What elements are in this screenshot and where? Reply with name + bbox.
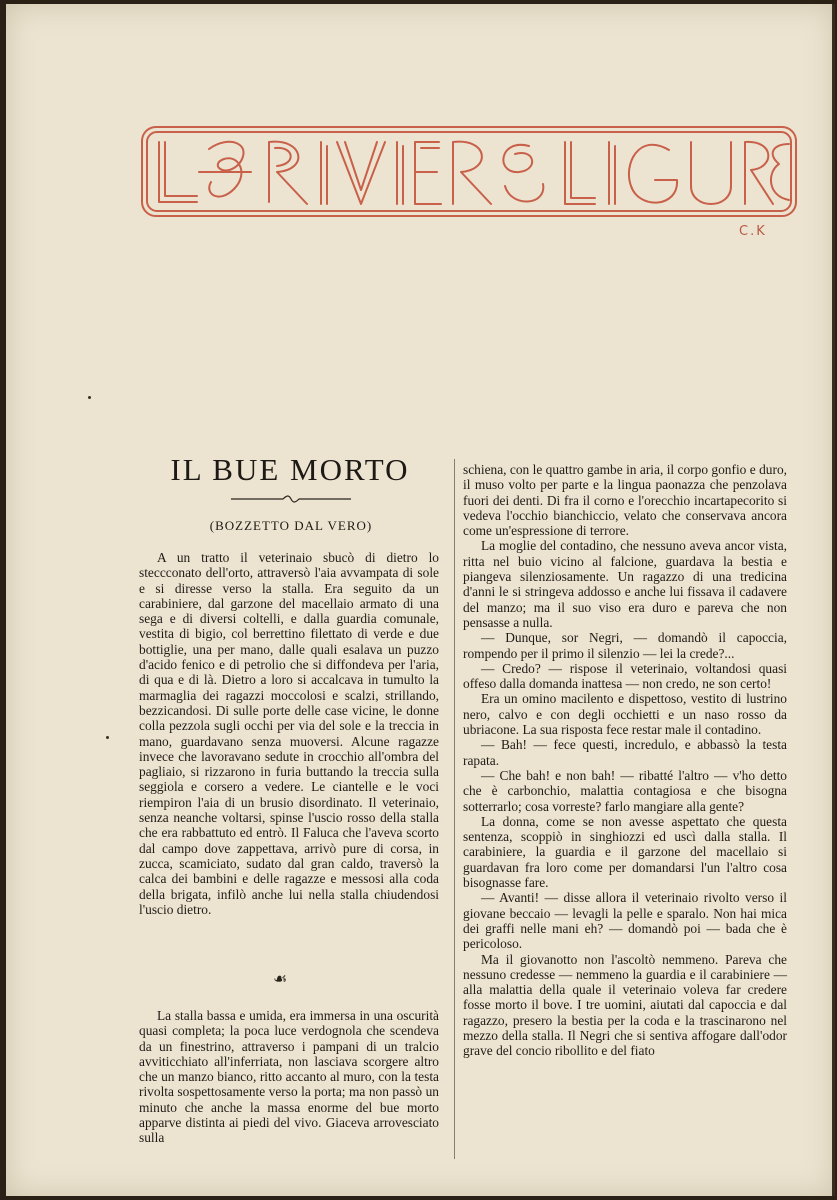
page-edge: [832, 4, 835, 1196]
paragraph: — Che bah! e non bah! — ribatté l'altro — v'ho detto che è carbonchio, malattia contagiosa e che bisogna sotterrarlo; cosa vorreste? farlo mangiare alla gente?: [463, 767, 787, 814]
section-break-ornament: ☙: [273, 969, 288, 988]
artist-signature: C.K: [739, 224, 767, 239]
left-column-text: [139, 550, 439, 917]
paragraph: La stalla bassa e umida, era immersa in una oscurità quasi completa; la poca luce verdognola che scendeva da un finestrino, attraverso i pampani di un tralcio avviticchiato all'inferriata, non lasciava scorgere altro che un manzo bianco, ritto accanto al muro, con la testa rivolta sospettosamente verso la porta; ma non passò un minuto che anche la massa enorme del bue morto apparve distinta ai piedi del vivo. Giaceva arrovesciato sulla: [139, 1008, 439, 1146]
article-title: IL BUE MORTO: [170, 452, 410, 487]
banner-lettering-image: [139, 124, 799, 219]
article-subtitle: (BOZZETTO DAL VERO): [209, 518, 373, 533]
paragraph: La moglie del contadino, che nessuno aveva ancor vista, ritta nel buio vicino al falcione, guardava la bestia e piangeva silenziosamente. Un ragazzo di una tredicina d'anni le si stringeva addosso e anche lui fissava il cadavere del manzo; ma il suo viso era duro e pareva che non pensasse a nulla.: [463, 538, 787, 630]
magazine-page: [6, 4, 835, 1196]
paragraph: schiena, con le quattro gambe in aria, il corpo gonfio e duro, il muso volto per parte e la lingua paonazza che penzolava fuori dei denti. Di fra il corno e l'orecchio incartapecorito si vedeva l'occhio bianchiccio, velato che conservava ancora come un'espressione di terrore.: [463, 462, 787, 539]
paragraph: — Bah! — fece questi, incredulo, e abbassò la testa rapata.: [463, 737, 787, 768]
paragraph: Era un omino macilento e dispettoso, vestito di lustrino nero, calvo e con degli occhietti e un naso rosso da ubriacone. La sua risposta fece restar male il contadino.: [463, 691, 787, 738]
paragraph: — Dunque, sor Negri, — domandò il capoccia, rompendo per il primo il silenzio — lei la crede?...: [463, 630, 787, 661]
title-rule-ornament: [231, 495, 351, 503]
right-column-text: [463, 462, 787, 1059]
left-column-text-continued: [139, 1008, 439, 1146]
decorative-banner: [139, 124, 799, 219]
paragraph: — Avanti! — disse allora il veterinaio rivolto verso il giovane beccaio — levagli la pelle e sparalo. Non hai mica dei graffi nelle mani eh? — domandò poi — bada che è pericoloso.: [463, 890, 787, 952]
paper-speck: [88, 396, 91, 399]
paragraph: A un tratto il veterinaio sbucò di dietro lo steccconato dell'orto, attraversò l'aia avvampata di sole e si diresse verso la stalla. Era seguito da un carabiniere, dal garzone del macellaio armato di una sega e di diversi coltelli, e dalla guardia comunale, vestita di bigio, col berrettino filettato di verde e due bottiglie, una per mano, dalle quali esalava un puzzo d'acido fenico e di petrolio che si diffondeva per l'aria, di qua e di là. Dietro a loro si accalcava in tumulto la marmaglia dei ragazzi moccolosi e scalzi, strillando, bezzicandosi. Di sulle porte delle case vicine, le donne colla pezzola sugli occhi per via del sole e la treccia in mano, guardavano senza muoversi. Alcune ragazze invece che lavoravano sedute in crocchio all'ombra del pagliaio, si rizzarono in furia buttando la treccia sulla seggiola e corsero a vedere. Le ciantelle e le voci riempiron l'aia di un brusio disordinato. Il veterinaio, senza neanche voltarsi, spinse l'uscio rosso della stalla che era rabbattuto ed entrò. Il Faluca che l'aveva scorto dal campo dove zappettava, arrivò pure di corsa, in zucca, scamiciato, sudato dal gran caldo, traversò la calca dei bambini e delle ragazze e messosi alla coda della brigata, infilò anche lui nella stalla chiudendosi l'uscio dietro.: [139, 550, 439, 917]
paragraph: — Credo? — rispose il veterinaio, voltandosi quasi offeso dalla domanda inattesa — non credo, ne son certo!: [463, 660, 787, 692]
paragraph: Ma il giovanotto non l'ascoltò nemmeno. Pareva che nessuno credesse — nemmeno la guardia e il carabiniere — alla malattia della quale il veterinaio voleva far credere fosse morto il bove. I tre uomini, aiutati dal capoccia e dal ragazzo, presero la bestia per la coda e la trascinarono nel mezzo della stalla. Il Negri che si sentiva affogare dall'odor grave del concio ribollito e del fiato: [463, 951, 787, 1059]
paragraph: La donna, come se non avesse aspettato che questa sentenza, scoppiò in singhiozzi ed uscì dalla stalla. Il carabiniere, la guardia e il garzone del macellaio si guardavan fra loro come per domandarsi l'un l'altro cosa bisognasse fare.: [463, 813, 787, 891]
paper-speck: [106, 736, 109, 739]
column-divider: [454, 459, 455, 1159]
